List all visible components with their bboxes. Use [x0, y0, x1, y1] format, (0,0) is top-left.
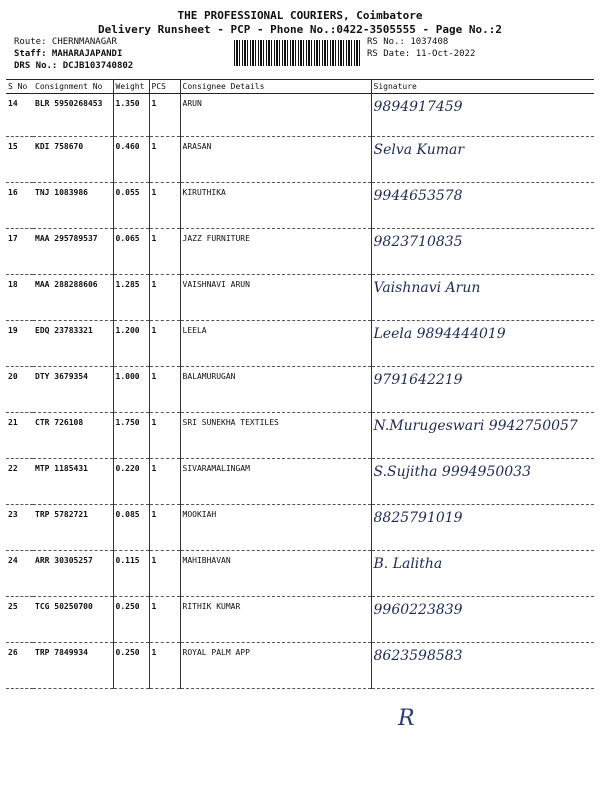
table-row — [6, 505, 594, 551]
handwritten-initials: R — [398, 706, 415, 731]
row-weight: 0.250 — [113, 597, 149, 643]
row-weight: 0.460 — [113, 137, 149, 183]
barcode-image — [234, 40, 360, 66]
row-sno: 20 — [6, 367, 33, 413]
row-consignee: MOOKIAH — [180, 505, 371, 551]
row-weight: 1.350 — [113, 94, 149, 137]
row-signature: Leela 9894444019 — [371, 321, 594, 367]
row-signature: S.Sujitha 9994950033 — [371, 459, 594, 505]
row-consignee: KIRUTHIKA — [180, 183, 371, 229]
row-pcs: 1 — [149, 94, 180, 137]
table-row — [6, 275, 594, 321]
col-sno: S No — [6, 80, 33, 94]
row-sno: 17 — [6, 229, 33, 275]
row-pcs: 1 — [149, 413, 180, 459]
col-signature: Signature — [371, 80, 594, 94]
row-signature: Selva Kumar — [371, 137, 594, 183]
row-consignment: ARR 30305257 — [33, 551, 113, 597]
row-pcs: 1 — [149, 229, 180, 275]
row-signature: 9894917459 — [371, 94, 594, 137]
row-consignment: TRP 7849934 — [33, 643, 113, 689]
table-header-row — [6, 80, 594, 94]
row-consignment: BLR 5950268453 — [33, 94, 113, 137]
row-consignee: ARASAN — [180, 137, 371, 183]
table-row — [6, 643, 594, 689]
rs-date: RS Date: 11-Oct-2022 — [367, 49, 476, 59]
row-sno: 14 — [6, 94, 33, 137]
table-row — [6, 413, 594, 459]
drs-number: DRS No.: DCJB103740802 — [14, 61, 134, 71]
table-row — [6, 94, 594, 137]
row-sno: 16 — [6, 183, 33, 229]
table-row — [6, 597, 594, 643]
row-weight: 0.250 — [113, 643, 149, 689]
row-consignment: MAA 295789537 — [33, 229, 113, 275]
row-signature: Vaishnavi Arun — [371, 275, 594, 321]
table-row — [6, 459, 594, 505]
row-sno: 23 — [6, 505, 33, 551]
row-consignee: RITHIK KUMAR — [180, 597, 371, 643]
row-pcs: 1 — [149, 137, 180, 183]
row-consignment: MAA 288288606 — [33, 275, 113, 321]
row-weight: 1.000 — [113, 367, 149, 413]
row-sno: 25 — [6, 597, 33, 643]
row-consignee: JAZZ FURNITURE — [180, 229, 371, 275]
row-consignment: TNJ 1083986 — [33, 183, 113, 229]
row-consignee: LEELA — [180, 321, 371, 367]
row-consignee: BALAMURUGAN — [180, 367, 371, 413]
row-sno: 18 — [6, 275, 33, 321]
row-consignment: TCG 50250700 — [33, 597, 113, 643]
row-signature: B. Lalitha — [371, 551, 594, 597]
row-pcs: 1 — [149, 321, 180, 367]
row-weight: 0.065 — [113, 229, 149, 275]
col-weight: Weight — [113, 80, 149, 94]
row-sno: 24 — [6, 551, 33, 597]
row-signature: 9960223839 — [371, 597, 594, 643]
route-label: Route: CHERNMANAGAR — [14, 37, 117, 47]
row-sno: 15 — [6, 137, 33, 183]
row-signature: 9823710835 — [371, 229, 594, 275]
col-pcs: PCS — [149, 80, 180, 94]
row-pcs: 1 — [149, 551, 180, 597]
row-weight: 1.200 — [113, 321, 149, 367]
row-signature: 8623598583 — [371, 643, 594, 689]
row-consignment: CTR 726108 — [33, 413, 113, 459]
row-pcs: 1 — [149, 183, 180, 229]
row-sno: 22 — [6, 459, 33, 505]
row-consignment: MTP 1185431 — [33, 459, 113, 505]
runsheet-subtitle: Delivery Runsheet - PCP - Phone No.:0422-3505555 - Page No.:2 — [98, 23, 502, 36]
row-consignment: DTY 3679354 — [33, 367, 113, 413]
row-consignment: EDQ 23783321 — [33, 321, 113, 367]
row-signature: N.Murugeswari 9942750057 — [371, 413, 594, 459]
col-consignee: Consignee Details — [180, 80, 371, 94]
row-pcs: 1 — [149, 275, 180, 321]
row-weight: 0.220 — [113, 459, 149, 505]
row-consignee: ROYAL PALM APP — [180, 643, 371, 689]
col-consignment: Consignment No — [33, 80, 113, 94]
row-sno: 21 — [6, 413, 33, 459]
row-signature: 8825791019 — [371, 505, 594, 551]
company-title: THE PROFESSIONAL COURIERS, Coimbatore — [177, 9, 423, 22]
table-row — [6, 321, 594, 367]
row-consignment: KDI 758670 — [33, 137, 113, 183]
row-signature: 9791642219 — [371, 367, 594, 413]
row-consignee: SIVARAMALINGAM — [180, 459, 371, 505]
row-pcs: 1 — [149, 459, 180, 505]
table-row — [6, 229, 594, 275]
row-consignee: SRI SUNEKHA TEXTILES — [180, 413, 371, 459]
row-consignee: VAISHNAVI ARUN — [180, 275, 371, 321]
row-weight: 0.085 — [113, 505, 149, 551]
row-pcs: 1 — [149, 597, 180, 643]
row-consignment: TRP 5782721 — [33, 505, 113, 551]
row-signature: 9944653578 — [371, 183, 594, 229]
table-row — [6, 367, 594, 413]
row-pcs: 1 — [149, 643, 180, 689]
table-row — [6, 551, 594, 597]
row-weight: 0.055 — [113, 183, 149, 229]
row-pcs: 1 — [149, 505, 180, 551]
delivery-table — [6, 79, 594, 689]
rs-number: RS No.: 1037408 — [367, 37, 449, 47]
table-row — [6, 183, 594, 229]
table-row — [6, 137, 594, 183]
row-sno: 19 — [6, 321, 33, 367]
row-consignee: ARUN — [180, 94, 371, 137]
row-sno: 26 — [6, 643, 33, 689]
row-consignee: MAHIBHAVAN — [180, 551, 371, 597]
row-weight: 1.750 — [113, 413, 149, 459]
row-weight: 1.285 — [113, 275, 149, 321]
row-weight: 0.115 — [113, 551, 149, 597]
staff-label: Staff: MAHARAJAPANDI — [14, 49, 123, 59]
row-pcs: 1 — [149, 367, 180, 413]
